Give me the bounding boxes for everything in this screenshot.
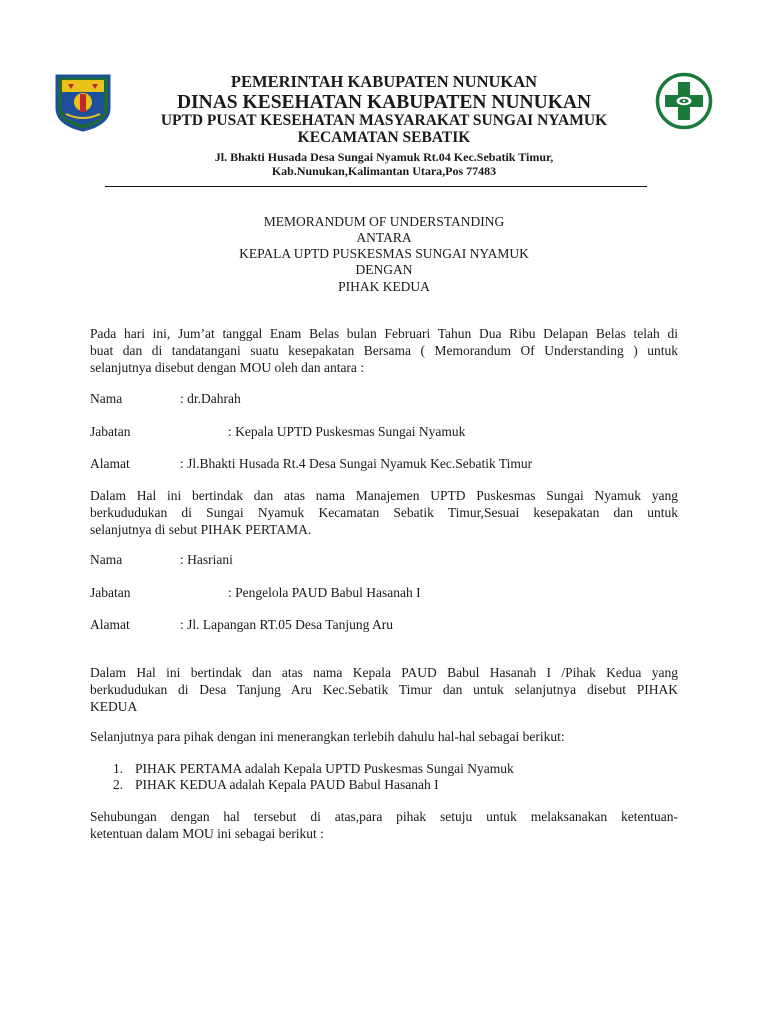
closing-paragraph [90,808,678,842]
intro-line-1: Pada hari ini, Jum’at tanggal Enam Belas bulan Februari Tahun Dua Ribu Delapan Belas telah di [90,326,678,341]
intro-paragraph [90,325,678,376]
list-item-number: 2. [113,777,124,792]
party-two-position-value: : Pengelola PAUD Babul Hasanah I [228,585,421,600]
party-one-statement-line-3: selanjutnya di sebut PIHAK PERTAMA. [90,522,312,537]
party-one-statement [90,487,678,538]
intro-line-2: buat dan di tandatangani suatu kesepakatan Bersama ( Memorandum Of Understanding ) untuk [90,343,678,358]
recital-intro: Selanjutnya para pihak dengan ini menerangkan terlebih dahulu hal-hal sebagai berikut: [90,729,565,744]
party-two-address-value: : Jl. Lapangan RT.05 Desa Tanjung Aru [180,617,393,632]
title-line-4: DENGAN [355,262,413,277]
party-two-name-label: Nama [90,552,123,567]
party-one-statement-line-1: Dalam Hal ini bertindak dan atas nama Manajemen UPTD Puskesmas Sungai Nyamuk yang [90,488,678,503]
party-two-statement-line-2: berkududukan di Desa Tanjung Aru Kec.Sebatik Timur dan untuk selanjutnya disebut PIHAK [90,682,678,697]
party-one-name-value: : dr.Dahrah [180,391,241,406]
party-two-name-value: : Hasriani [180,552,233,567]
party-two-statement [90,664,678,715]
list-item-number: 1. [113,761,124,776]
party-one-position-label: Jabatan [90,424,131,439]
party-one-position-value: : Kepala UPTD Puskesmas Sungai Nyamuk [228,424,466,439]
letterhead-address-line2: Kab.Nunukan,Kalimantan Utara,Pos 77483 [271,164,497,178]
party-one-address-value: : Jl.Bhakti Husada Rt.4 Desa Sungai Nyamuk Kec.Sebatik Timur [180,456,533,471]
letterhead-department: DINAS KESEHATAN KABUPATEN NUNUKAN [176,92,592,113]
title-line-3: KEPALA UPTD PUSKESMAS SUNGAI NYAMUK [239,246,529,261]
party-two-statement-line-3: KEDUA [90,699,138,714]
title-line-5: PIHAK KEDUA [338,279,430,294]
closing-line-2: ketentuan dalam MOU ini sebagai berikut : [90,826,324,841]
party-two-address-label: Alamat [90,617,130,632]
list-item: PIHAK PERTAMA adalah Kepala UPTD Puskesmas Sungai Nyamuk [135,761,514,776]
list-item: PIHAK KEDUA adalah Kepala PAUD Babul Hasanah I [135,777,439,792]
party-one-address-label: Alamat [90,456,130,471]
letterhead-government: PEMERINTAH KABUPATEN NUNUKAN [230,72,538,91]
title-line-2: ANTARA [356,230,412,245]
letterhead-district: KECAMATAN SEBATIK [297,129,471,146]
party-one-name-label: Nama [90,391,123,406]
letterhead-divider [105,186,647,187]
party-two-position-label: Jabatan [90,585,131,600]
party-one-statement-line-2: berkududukan di Sungai Nyamuk Kecamatan Sebatik Timur,Sesuai kesepakatan dan untuk [90,505,678,520]
health-cross-logo-icon [655,72,713,130]
intro-line-3: selanjutnya disebut dengan MOU oleh dan antara : [90,360,365,375]
party-two-statement-line-1: Dalam Hal ini bertindak dan atas nama Kepala PAUD Babul Hasanah I /Pihak Kedua yang [90,665,678,680]
letterhead-institution: UPTD PUSAT KESEHATAN MASYARAKAT SUNGAI NYAMUK [160,112,608,129]
closing-line-1: Sehubungan dengan hal tersebut di atas,para pihak setuju untuk melaksanakan ketentuan- [90,809,678,824]
letterhead-address-line1: Jl. Bhakti Husada Desa Sungai Nyamuk Rt.04 Kec.Sebatik Timur, [214,150,554,164]
title-line-1: MEMORANDUM OF UNDERSTANDING [263,214,505,229]
